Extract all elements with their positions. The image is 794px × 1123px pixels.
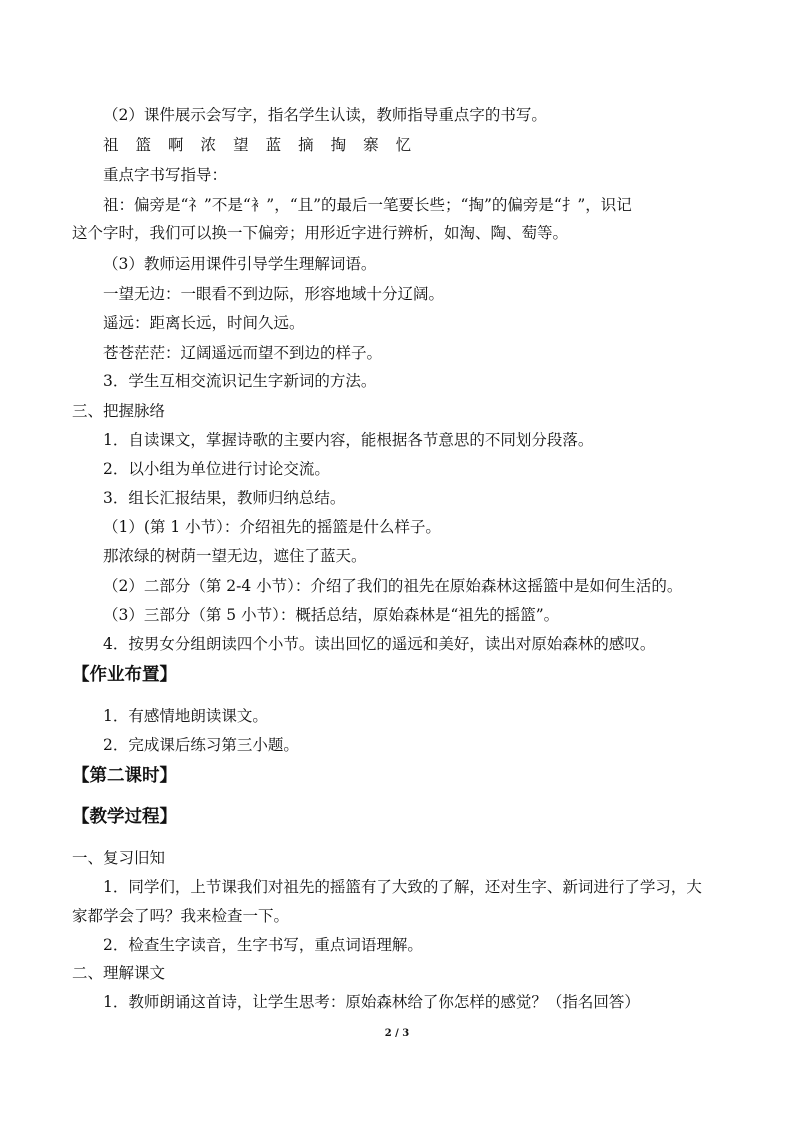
text-line: 1．同学们，上节课我们对祖先的摇篮有了大致的了解，还对生字、新词进行了学习，大 [103,878,702,896]
character: 摘 [298,136,314,154]
page-number: 2 / 3 [384,1028,410,1039]
text-line: （1）(第 1 小节）：介绍祖先的摇篮是什么样子。 [103,518,441,536]
text-line: （3）三部分（第 5 小节）：概括总结，原始森林是“祖先的摇篮”。 [103,606,560,624]
text-line: 重点字书写指导： [103,166,228,184]
text-line: 1．教师朗诵这首诗，让学生思考：原始森林给了你怎样的感觉？（指名回答） [103,993,640,1011]
text-line: 祖：偏旁是“礻”不是“衤”，“且”的最后一笔要长些；“掏”的偏旁是“扌”，识记 [103,196,632,214]
character: 忆 [395,136,412,154]
text-line: 3．组长汇报结果，教师归纳总结。 [103,489,346,507]
character: 啊 [168,136,184,154]
text-line: 1．有感情地朗读课文。 [103,707,268,725]
text-line: 2．检查生字读音，生字书写，重点词语理解。 [103,936,423,954]
text-line: 1．自读课文，掌握诗歌的主要内容，能根据各节意思的不同划分段落。 [103,431,594,449]
text-line: 苍苍茫茫：辽阔遥远而望不到边的样子。 [103,344,383,362]
heading-homework: 【作业布置】 [72,665,177,685]
text-line: 2．以小组为单位进行讨论交流。 [103,460,330,478]
text-line: 2．完成课后练习第三小题。 [103,736,299,754]
text-line: （2）课件展示会写字，指名学生认读，教师指导重点字的书写。 [103,106,547,124]
character-list [103,135,428,155]
text-line: 3．学生互相交流识记生字新词的方法。 [103,372,377,390]
character: 掏 [330,136,347,154]
character: 蓝 [265,136,282,154]
text-line: 一望无边：一眼看不到边际，形容地域十分辽阔。 [103,285,445,303]
text-line: 那浓绿的树荫一望无边，遮住了蓝天。 [103,547,367,565]
text-line: 家都学会了吗？我来检查一下。 [72,907,290,925]
character: 寨 [363,136,379,154]
text-line: 4．按男女分组朗读四个小节。读出回忆的遥远和美好，读出对原始森林的感叹。 [103,635,656,653]
character: 篮 [135,136,152,154]
character: 祖 [103,136,119,154]
section-title: 三、把握脉络 [72,402,166,420]
character: 浓 [200,136,217,154]
section-title: 二、理解课文 [72,964,166,982]
text-line: （3）教师运用课件引导学生理解词语。 [103,255,377,273]
text-line: 遥远：距离长远，时间久远。 [103,314,305,332]
section-title: 一、复习旧知 [72,849,166,867]
heading-teaching-process: 【教学过程】 [72,807,177,827]
text-line: 这个字时，我们可以换一下偏旁；用形近字进行辨析，如淘、陶、萄等。 [72,224,569,242]
character: 望 [233,136,249,154]
text-line: （2）二部分（第 2-4 小节）：介绍了我们的祖先在原始森林这摇篮中是如何生活的。 [103,577,683,595]
heading-second-lesson: 【第二课时】 [72,766,177,786]
